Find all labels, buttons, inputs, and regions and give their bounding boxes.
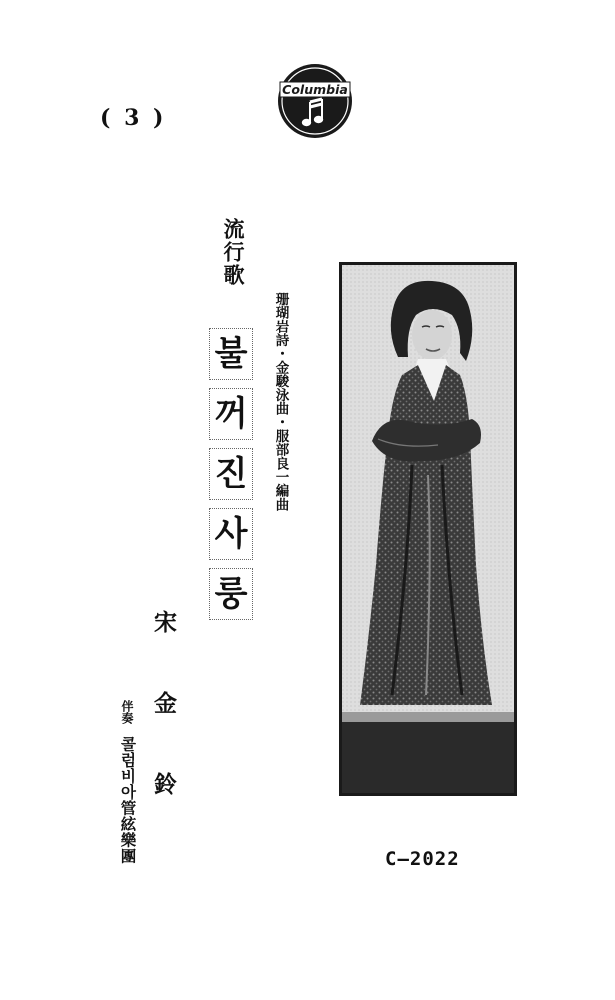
song-title-char: 사 bbox=[209, 508, 253, 560]
catalog-number: C—2022 bbox=[385, 848, 460, 870]
page-number: ( 3 ) bbox=[100, 105, 167, 131]
logo-text: Columbia bbox=[282, 82, 348, 97]
columbia-logo-icon bbox=[276, 62, 354, 140]
singer-photo-image bbox=[342, 265, 514, 793]
song-title-char: 룽 bbox=[209, 568, 253, 620]
song-title-char: 진 bbox=[209, 448, 253, 500]
genre-label: 流行歌 bbox=[221, 218, 246, 287]
credits-line: 珊瑚岩詩・金駿泳曲・服部良一編曲 bbox=[272, 292, 289, 512]
orchestra-name: 콜럼비아管絃樂團 bbox=[118, 736, 138, 864]
song-title bbox=[209, 328, 259, 620]
song-title-char: 불 bbox=[209, 328, 253, 380]
song-title-char: 꺼 bbox=[209, 388, 253, 440]
columbia-logo bbox=[276, 62, 354, 140]
accompaniment-label: 伴奏 bbox=[120, 700, 134, 724]
singer-photo bbox=[339, 262, 517, 796]
singer-name: 宋金鈴 bbox=[150, 610, 177, 853]
